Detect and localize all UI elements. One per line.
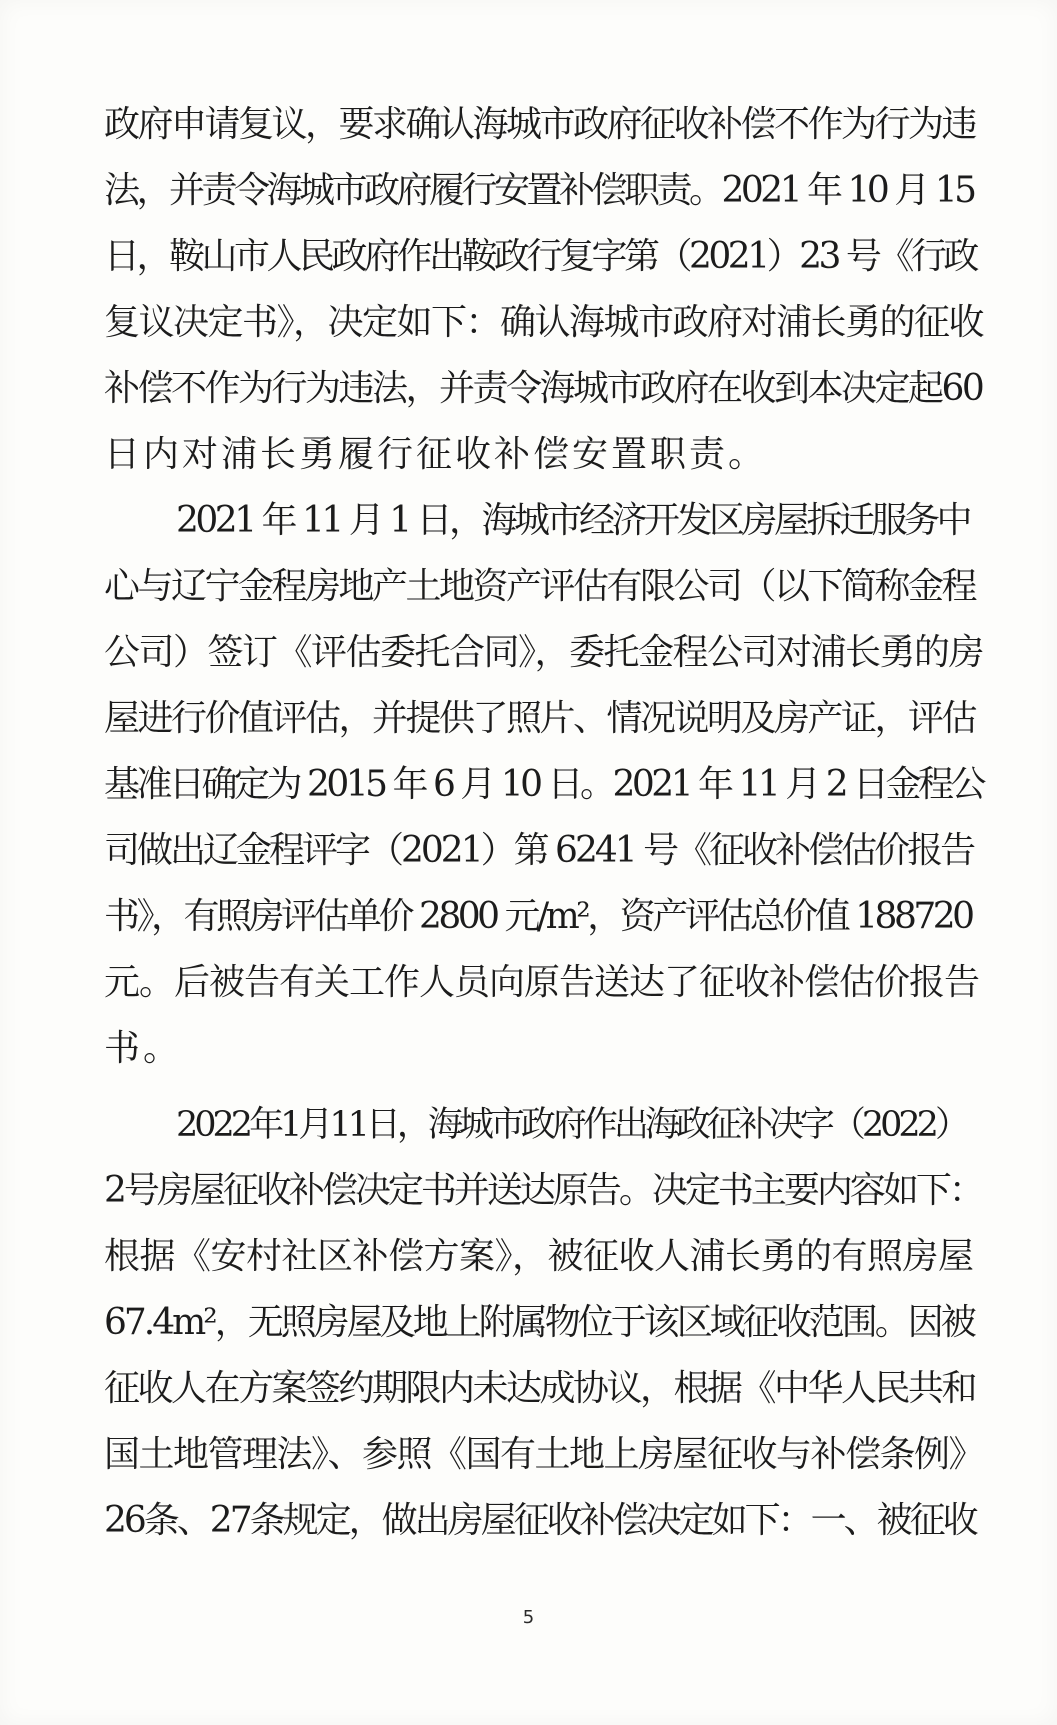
- text-line: 2号房屋征收补偿决定书并送达原告。决定书主要内容如下：: [104, 1170, 982, 1211]
- text-line: 日内对浦长勇履行征收补偿安置职责。: [104, 434, 768, 475]
- text-line: 日，鞍山市人民政府作出鞍政行复字第（2021）23 号《行政: [104, 236, 976, 277]
- paragraph-first-line: 2021 年 11 月 1 日，海城市经济开发区房屋拆迁服务中: [176, 500, 970, 541]
- text-line: 67.4m²，无照房屋及地上附属物位于该区域征收范围。因被: [104, 1302, 974, 1343]
- text-line: 心与辽宁金程房地产土地资产评估有限公司（以下简称金程: [104, 566, 976, 607]
- text-line: 基准日确定为 2015 年 6 月 10 日。2021 年 11 月 2 日金程公: [104, 764, 984, 805]
- page-number: 5: [522, 1607, 535, 1628]
- text-line: 根据《安村社区补偿方案》，被征收人浦长勇的有照房屋: [104, 1236, 974, 1277]
- text-line: 复议决定书》，决定如下：确认海城市政府对浦长勇的征收: [104, 302, 984, 343]
- text-line: 国土地管理法》、参照《国有土地上房屋征收与补偿条例》: [104, 1434, 984, 1475]
- text-line: 屋进行价值评估，并提供了照片、情况说明及房产证，评估: [104, 698, 976, 739]
- text-line: 征收人在方案签约期限内未达成协议，根据《中华人民共和: [104, 1368, 976, 1409]
- text-line: 书。: [104, 1028, 183, 1069]
- text-line: 元。后被告有关工作人员向原告送达了征收补偿估价报告: [104, 962, 980, 1003]
- text-line: 26条、27条规定，做出房屋征收补偿决定如下：一、被征收: [104, 1500, 976, 1541]
- text-line: 法，并责令海城市政府履行安置补偿职责。2021 年 10 月 15: [104, 170, 974, 211]
- document-body: [104, 92, 984, 1554]
- text-line: 书》，有照房评估单价 2800 元/m²，资产评估总价值 188720: [104, 896, 972, 937]
- text-line: 司做出辽金程评字（2021）第 6241 号《征收补偿估价报告: [104, 830, 974, 871]
- text-line: 政府申请复议，要求确认海城市政府征收补偿不作为行为违: [104, 104, 976, 145]
- text-line: 补偿不作为行为违法，并责令海城市政府在收到本决定起60: [104, 368, 983, 409]
- text-line: 公司）签订《评估委托合同》，委托金程公司对浦长勇的房: [104, 632, 984, 673]
- paragraph-first-line: 2022年1月11日，海城市政府作出海政征补决字（2022）: [176, 1105, 966, 1145]
